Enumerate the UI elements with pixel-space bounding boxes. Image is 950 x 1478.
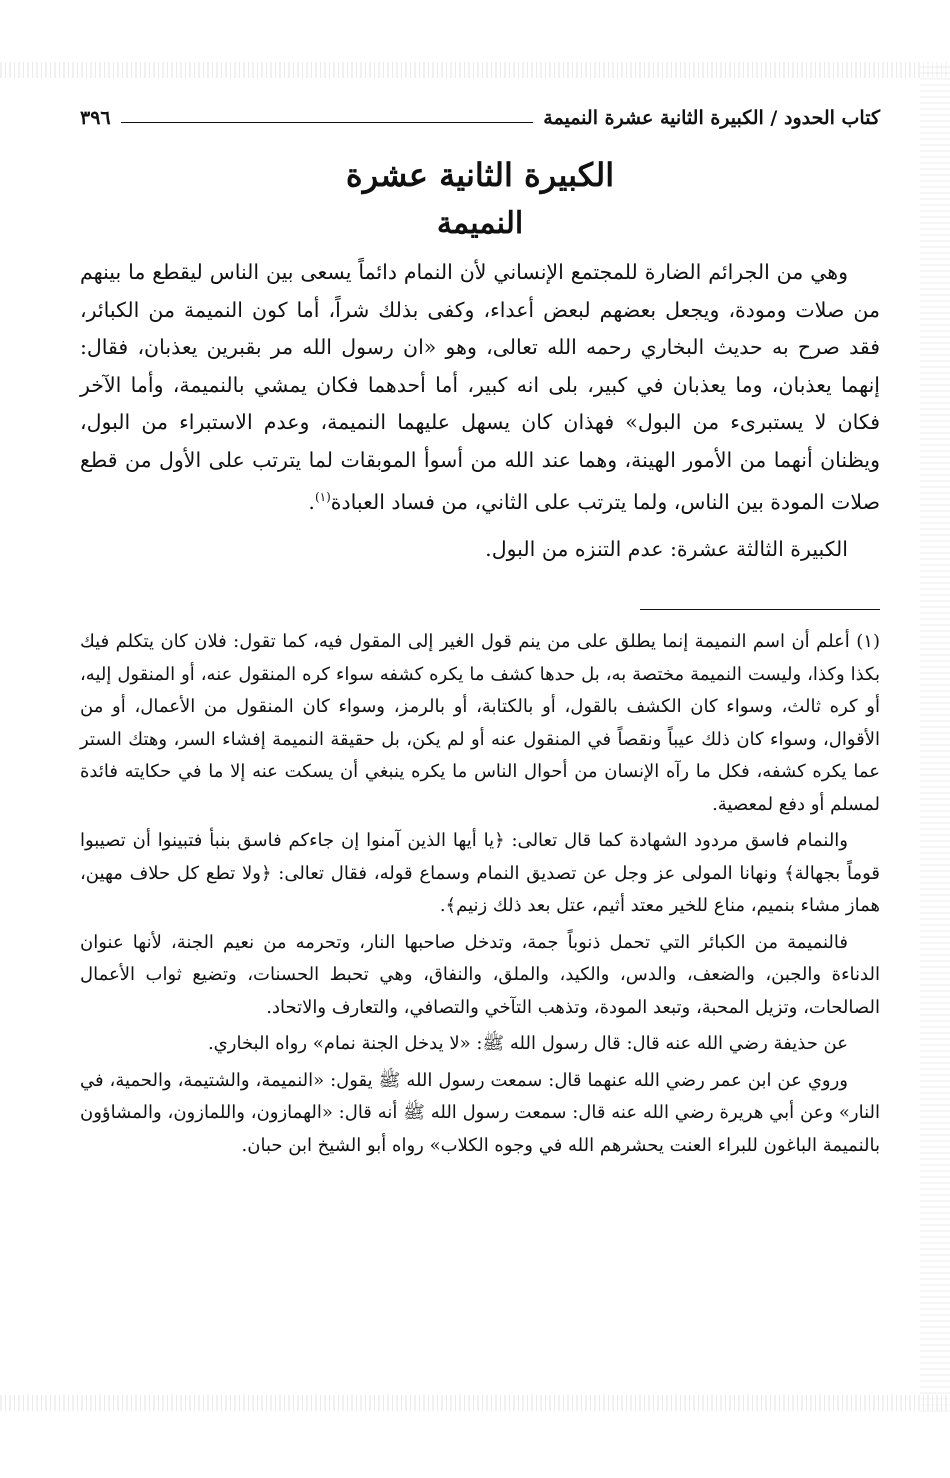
footnote-paragraph: فالنميمة من الكبائر التي تحمل ذنوباً جمة، وتدخل صاحبها النار، وتحرمه من نعيم الجنة، لأنها عنوان الدناءة والجبن، والضعف، والدس، والكيد، والملق، والنفاق، وهي تحبط الحسنات، وتضيع ثواب الأعمال الصالحات، وتزيل المحبة، وتبعد المودة، وتذهب التآخي والتصافي، والتعارف والاتحاد. <box>80 931 880 1018</box>
page-number: ٣٩٦ <box>80 107 111 129</box>
footnote-marker[interactable]: (١) <box>314 490 331 504</box>
chapter-title: الكبيرة الثانية عشرة <box>345 156 615 194</box>
header-rule <box>121 122 534 123</box>
section-title: النميمة <box>436 206 524 241</box>
footnote-separator <box>640 609 880 610</box>
scan-noise-top <box>0 62 950 78</box>
footnotes <box>80 626 880 1162</box>
book-page <box>80 100 880 1166</box>
running-header <box>80 100 880 136</box>
running-title: كتاب الحدود / الكبيرة الثانية عشرة النميمة <box>543 107 880 129</box>
main-paragraph-text: وهي من الجرائم الضارة للمجتمع الإنساني لأن النمام دائماً يسعى بين الناس ليقطع ما بينهم من صلات ومودة، ويجعل بعضهم لبعض أعداء، وكفى بذلك شراً، أما كون النميمة من الكبائر، فقد صرح به حديث البخاري رحمه الله تعالى، وهو «ان رسول الله مر بقبرين يعذبان، فقال: إنهما يعذبان، وما يعذبان في كبير، بلى انه كبير، أما أحدهما فكان يمشي بالنميمة، وأما الآخر فكان لا يستبرىء من البول» فهذان كان يسهل عليهما النميمة، وعدم الاستبراء من البول، ويظنان أنهما من الأمور الهينة، وهما عند الله من أسوأ الموبقات لما يترتب على الأول من قطع صلات المودة بين الناس، ولما يترتب على الثاني، من فساد العبادة <box>80 260 880 514</box>
scan-noise-bottom <box>0 1395 950 1411</box>
footnote-paragraph: عن حذيفة رضي الله عنه قال: قال رسول الله ﷺ: «لا يدخل الجنة نمام» رواه البخاري. <box>207 1033 848 1055</box>
footnote-paragraph: وروي عن ابن عمر رضي الله عنهما قال: سمعت رسول الله ﷺ يقول: «النميمة، والشتيمة، والحمية، في النار» وعن أبي هريرة رضي الله عنه قال: سمعت رسول الله ﷺ أنه قال: «الهمازون، واللمازون، والمشاؤون بالنميمة الباغون للبراء العنت يحشرهم الله في وجوه الكلاب» رواه أبو الشيخ ابن حبان. <box>80 1069 880 1156</box>
footnote-paragraph: (١) أعلم أن اسم النميمة إنما يطلق على من ينم قول الغير إلى المقول فيه، كما تقول: فلان كان يتكلم فيك بكذا وكذا، وليست النميمة مختصة به، بل حدها كشف ما يكره كشفه سواء كره المنقول عنه، أو المنقول إليه، أو كره ثالث، وسواء كان الكشف بالقول، أو بالكتابة، أو بالرمز، وسواء كان المنقول من الأعمال، أو من الأقوال، وسواء كان ذلك عيباً ونقصاً في المنقول عنه أو لم يكن، بل حقيقة النميمة إفشاء السر، وهتك الستر عما يكره كشفه، فكل ما رآه الإنسان من أحوال الناس ما يكره ينبغي أن يسكت عنه إلا ما في حكايته فائدة لمسلم أو دفع لمعصية. <box>80 631 880 815</box>
main-paragraph-end: . <box>308 489 315 514</box>
footnote-paragraph: والنمام فاسق مردود الشهادة كما قال تعالى: ﴿يا أيها الذين آمنوا إن جاءكم فاسق بنبأ فتبينوا أن تصيبوا قوماً بجهالة﴾ ونهانا المولى عز وجل عن تصديق النمام وسماع قوله، فقال تعالى: ﴿ولا تطع كل حلاف مهين، هماز مشاء بنميم، مناع للخير معتد أثيم، عتل بعد ذلك زنيم﴾. <box>80 830 880 917</box>
next-chapter-line: الكبيرة الثالثة عشرة: عدم التنزه من البول. <box>485 537 848 562</box>
scan-noise-right <box>920 62 950 1412</box>
main-paragraph <box>80 254 880 521</box>
